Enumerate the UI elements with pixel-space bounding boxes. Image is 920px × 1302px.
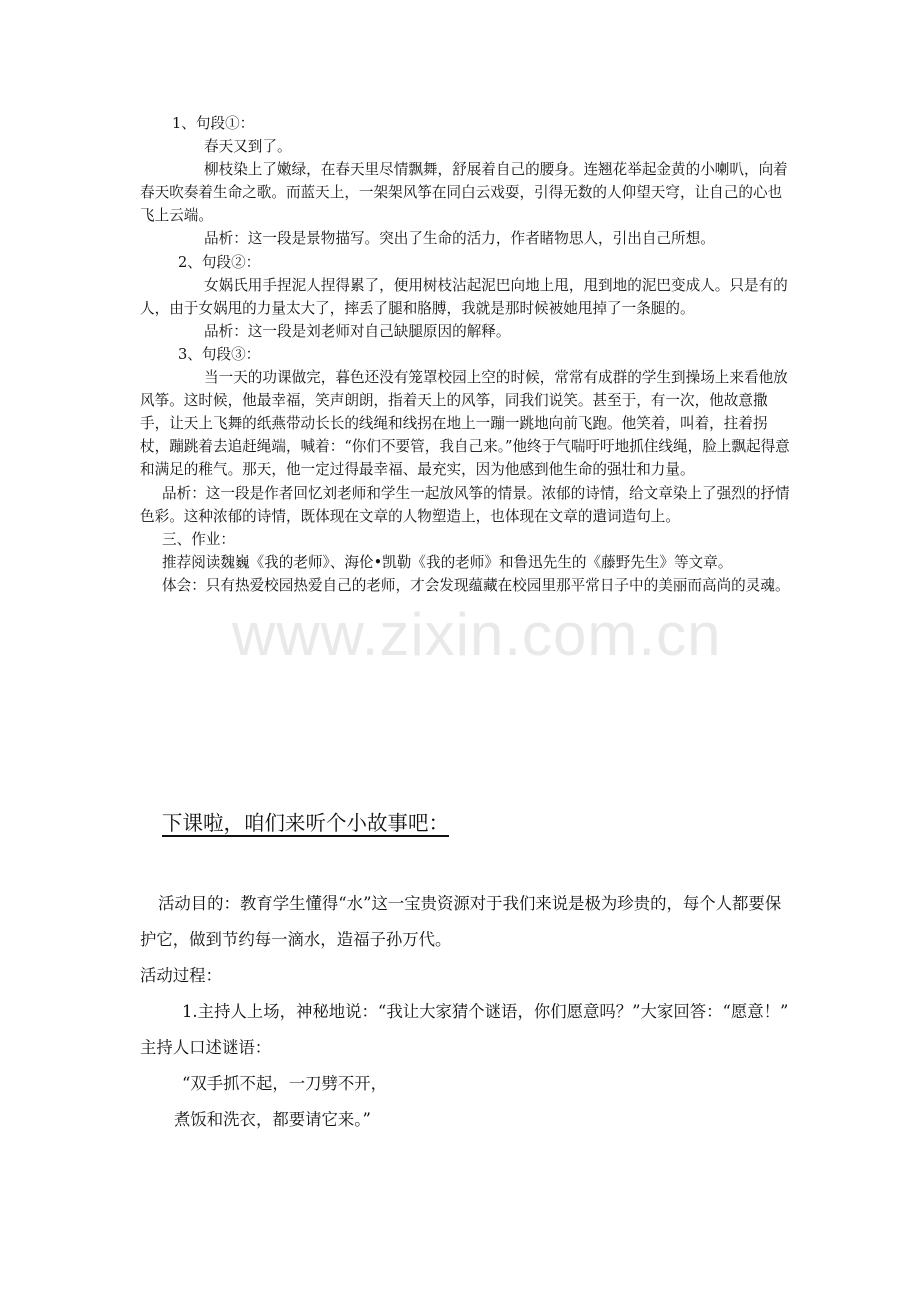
passage-3-heading: 3、句段③： (178, 345, 261, 363)
riddle-line-2: 煮饭和洗衣，都要请它来。” (174, 1110, 371, 1129)
activity-step-1: 1.主持人上场，神秘地说：“我让大家猜个谜语，你们愿意吗？”大家回答：“愿意！” (182, 1002, 789, 1021)
passage-2-text: 女娲氏用手捏泥人捏得累了，便用树枝沾起泥巴向地上甩，甩到地的泥巴变成人。只是有的人，由于女娲甩的力量太大了，摔丢了腿和胳膊，我就是那时候被她甩掉了一条腿的。 (140, 276, 788, 317)
riddle-intro: 主持人口述谜语： (140, 1038, 272, 1057)
homework-heading: 三、作业： (162, 530, 235, 548)
passage-1-analysis: 品析：这一段是景物描写。突出了生命的活力，作者睹物思人，引出自己所想。 (204, 230, 715, 248)
homework-reading: 推荐阅读魏巍《我的老师》、海伦•凯勒《我的老师》和鲁迅先生的《藤野先生》等文章。 (162, 553, 733, 571)
riddle-line-1: “双手抓不起，一刀劈不开， (182, 1074, 388, 1093)
passage-3-analysis: 品析：这一段是作者回忆刘老师和学生一起放风筝的情景。浓郁的诗情，给文章染上了强烈的抒情色彩。这种浓郁的诗情，既体现在文章的人物塑造上，也体现在文章的遣词造句上。 (140, 484, 790, 525)
passage-3-text: 当一天的功课做完，暮色还没有笼罩校园上空的时候，常常有成群的学生到操场上来看他放风筝。这时候，他最幸福，笑声朗朗，指着天上的风筝，同我们说笑。甚至于，有一次，他故意撒手，让天上飞舞的纸燕带动长长的线绳和线拐在地上一蹦一跳地向前飞跑。他笑着，叫着，拄着拐杖，蹦跳着去追赶绳端，喊着：“你们不要管，我自己来。”他终于气喘吁吁地抓住线绳，脸上飘起得意和满足的稚气。那天，他一定过得最幸福、最充实，因为他感到他生命的强壮和力量。 (140, 369, 790, 479)
activity-purpose: 活动目的：教育学生懂得“水”这一宝贵资源对于我们来说是极为珍贵的，每个人都要保护它，做到节约每一滴水，造福子孙万代。 (140, 894, 782, 949)
passage-1-heading: 1、句段①： (172, 115, 255, 132)
analysis-section (140, 112, 790, 597)
homework-reflection: 体会：只有热爱校园热爱自己的老师，才会发现蕴藏在校园里那平常日子中的美丽而高尚的灵魂。 (162, 576, 790, 594)
activity-section (140, 886, 790, 1138)
passage-2-analysis: 品析：这一段是刘老师对自己缺腿原因的解释。 (204, 322, 511, 340)
passage-2-heading: 2、句段②： (178, 253, 261, 271)
passage-1-text: 柳枝染上了嫩绿，在春天里尽情飘舞，舒展着自己的腰身。连翘花举起金黄的小喇叭，向着春天吹奏着生命之歌。而蓝天上，一架架风筝在同白云戏耍，引得无数的人仰望天穹，让自己的心也飞上云端。 (140, 161, 788, 225)
story-title: 下课啦，咱们来听个小故事吧： (162, 811, 449, 835)
watermark-text: www.zixin.com.cn (232, 601, 722, 668)
passage-1-first-line: 春天又到了。 (204, 138, 292, 156)
activity-process-label: 活动过程： (140, 966, 222, 985)
